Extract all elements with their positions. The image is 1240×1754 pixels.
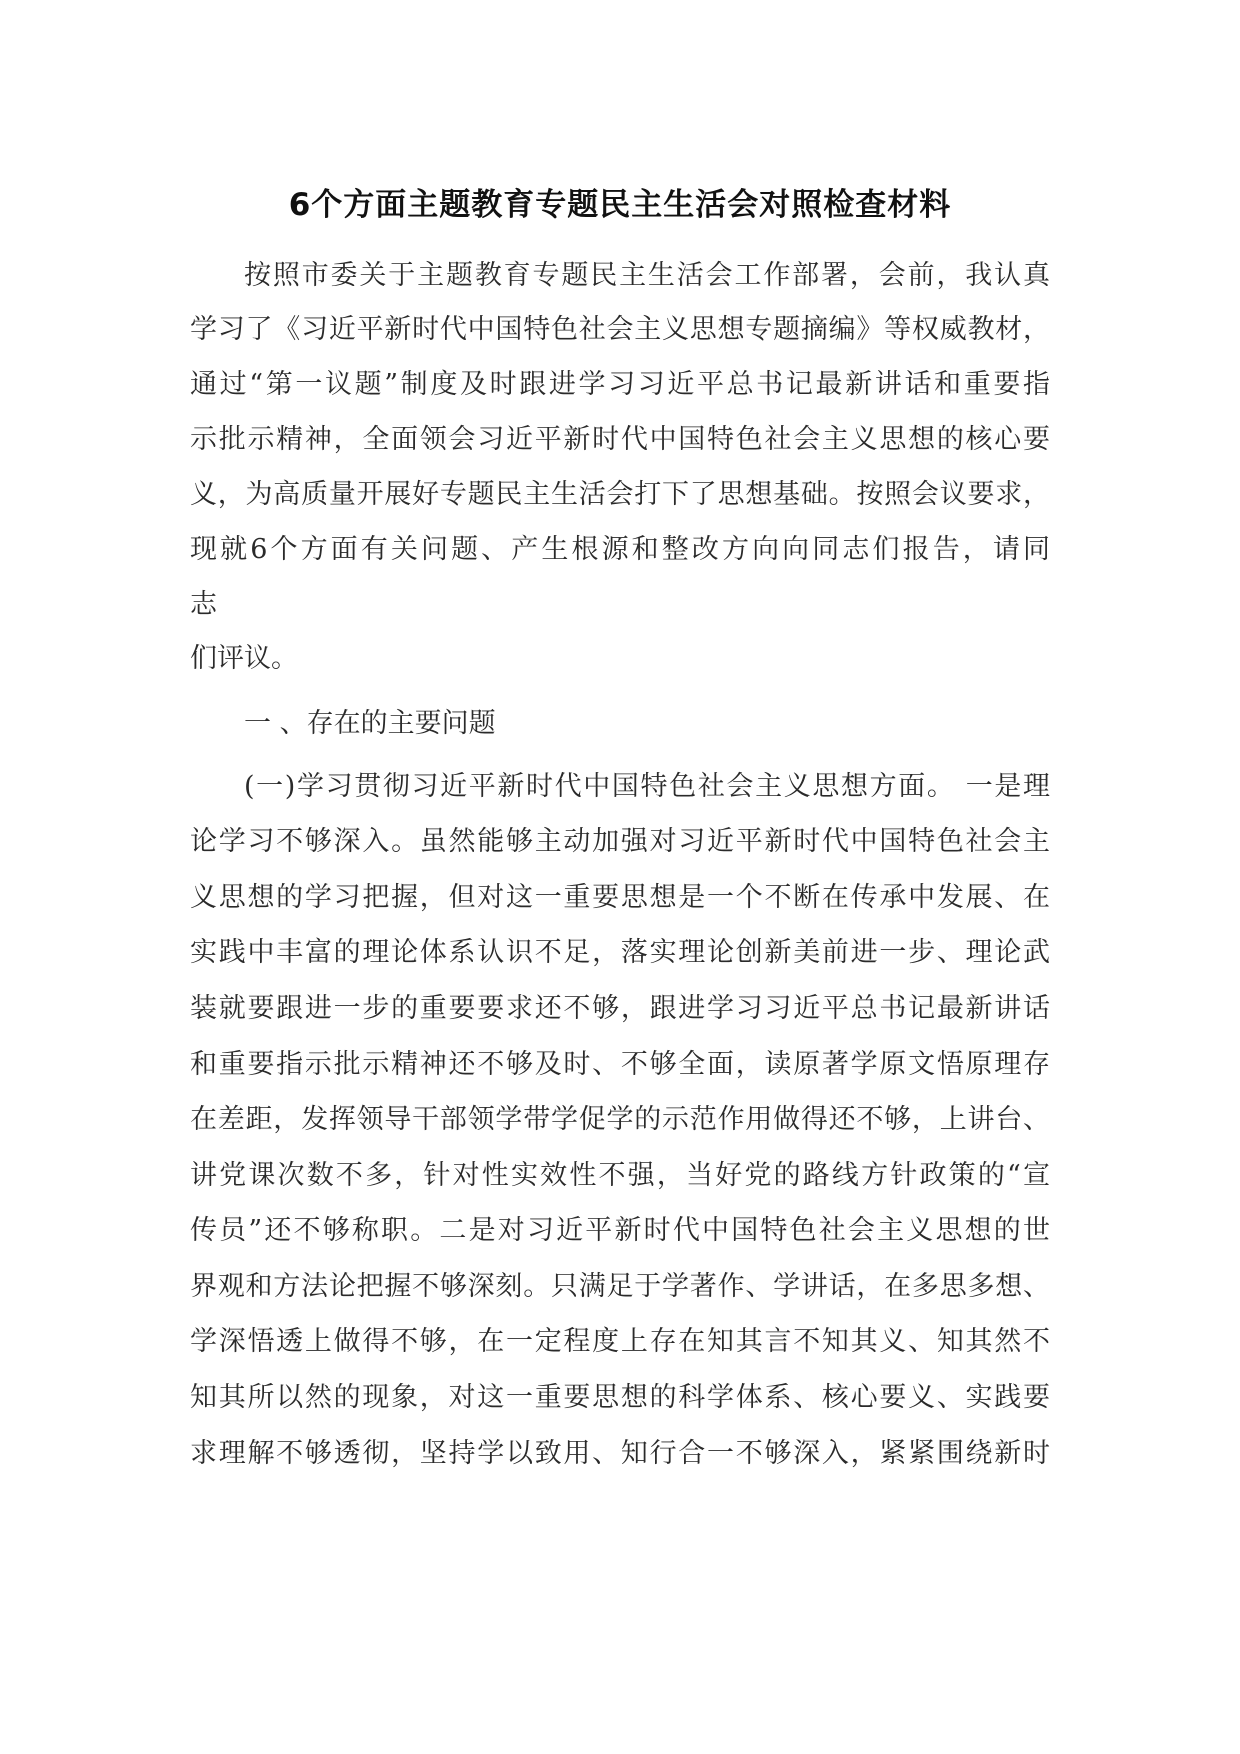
section-heading: 一 、存在的主要问题 bbox=[244, 708, 496, 739]
paragraph-line: 学深悟透上做得不够，在一定程度上存在知其言不知其义、知其然不 bbox=[190, 1326, 1050, 1357]
paragraph-line: 和重要指示批示精神还不够及时、不够全面，读原著学原文悟原理存 bbox=[190, 1049, 1050, 1080]
paragraph-line: 知其所以然的现象，对这一重要思想的科学体系、核心要义、实践要 bbox=[190, 1382, 1050, 1413]
paragraph-line: 论学习不够深入。虽然能够主动加强对习近平新时代中国特色社会主 bbox=[190, 826, 1050, 857]
paragraph-line: (一)学习贯彻习近平新时代中国特色社会主义思想方面。 一是理 bbox=[244, 771, 1050, 802]
paragraph-line: 通过“第一议题”制度及时跟进学习习近平总书记最新讲话和重要指 bbox=[190, 369, 1050, 400]
paragraph-line: 学习了《习近平新时代中国特色社会主义思想专题摘编》等权威教材， bbox=[190, 314, 1050, 345]
paragraph-line: 志 bbox=[190, 589, 217, 620]
paragraph-line: 现就6个方面有关问题、产生根源和整改方向向同志们报告，请同 bbox=[190, 534, 1050, 565]
paragraph-line: 传员”还不够称职。二是对习近平新时代中国特色社会主义思想的世 bbox=[190, 1215, 1050, 1246]
paragraph-line: 在差距，发挥领导干部领学带学促学的示范作用做得还不够，上讲台、 bbox=[190, 1104, 1050, 1135]
document-title: 6个方面主题教育专题民主生活会对照检查材料 bbox=[288, 187, 952, 223]
paragraph-line: 按照市委关于主题教育专题民主生活会工作部署，会前，我认真 bbox=[244, 260, 1050, 291]
paragraph-line: 义思想的学习把握，但对这一重要思想是一个不断在传承中发展、在 bbox=[190, 882, 1050, 913]
paragraph-line: 讲党课次数不多，针对性实效性不强，当好党的路线方针政策的“宣 bbox=[190, 1160, 1050, 1191]
paragraph-line: 示批示精神，全面领会习近平新时代中国特色社会主义思想的核心要 bbox=[190, 424, 1050, 455]
paragraph-line: 求理解不够透彻，坚持学以致用、知行合一不够深入，紧紧围绕新时 bbox=[190, 1438, 1050, 1469]
paragraph-line: 义，为高质量开展好专题民主生活会打下了思想基础。按照会议要求， bbox=[190, 479, 1050, 510]
paragraph-line: 界观和方法论把握不够深刻。只满足于学著作、学讲话，在多思多想、 bbox=[190, 1271, 1050, 1302]
paragraph-line: 装就要跟进一步的重要要求还不够，跟进学习习近平总书记最新讲话 bbox=[190, 993, 1050, 1024]
paragraph-line: 实践中丰富的理论体系认识不足，落实理论创新美前进一步、理论武 bbox=[190, 937, 1050, 968]
paragraph-line: 们评议。 bbox=[190, 643, 298, 674]
